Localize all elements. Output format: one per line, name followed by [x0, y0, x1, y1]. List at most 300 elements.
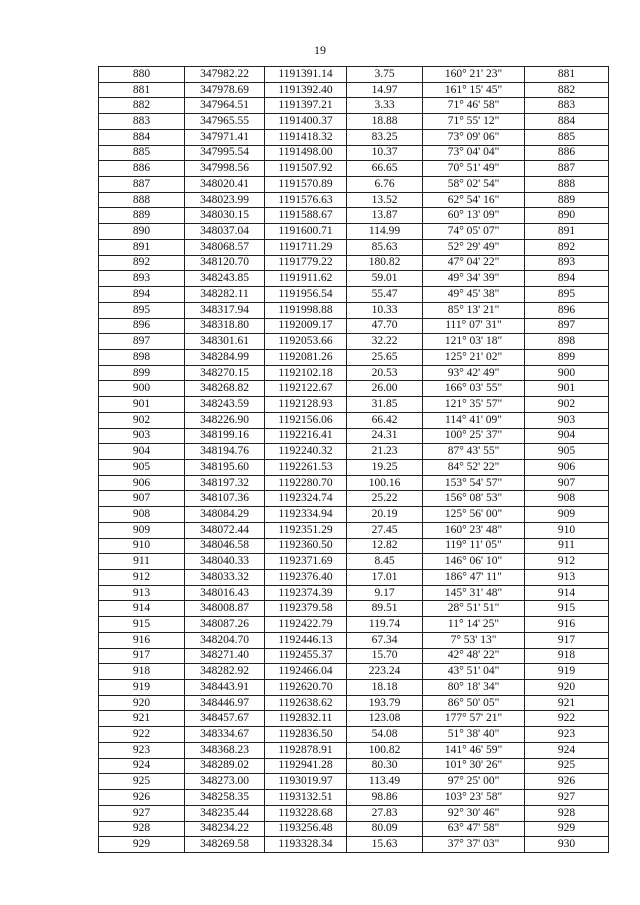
x-coordinate-cell: 348194.76	[185, 444, 265, 460]
table-row	[99, 805, 609, 821]
x-coordinate-cell: 348040.33	[185, 554, 265, 570]
x-coordinate-cell: 348258.35	[185, 790, 265, 806]
distance-cell: 100.82	[347, 742, 423, 758]
x-coordinate-cell: 348270.15	[185, 365, 265, 381]
y-coordinate-cell: 1192102.18	[265, 365, 347, 381]
distance-cell: 80.09	[347, 821, 423, 837]
point-number-cell: 916	[99, 632, 185, 648]
distance-cell: 66.65	[347, 161, 423, 177]
bearing-cell: 42° 48' 22"	[423, 648, 525, 664]
point-number-cell: 917	[99, 648, 185, 664]
point-number-cell: 906	[99, 475, 185, 491]
coordinates-table-body	[99, 67, 609, 853]
x-coordinate-cell: 348120.70	[185, 255, 265, 271]
x-coordinate-cell: 347978.69	[185, 82, 265, 98]
point-number-cell: 926	[99, 790, 185, 806]
bearing-cell: 70° 51' 49"	[423, 161, 525, 177]
table-row	[99, 538, 609, 554]
next-point-cell: 902	[525, 397, 609, 413]
point-number-cell: 924	[99, 758, 185, 774]
point-number-cell: 913	[99, 585, 185, 601]
bearing-cell: 100° 25' 37"	[423, 428, 525, 444]
x-coordinate-cell: 348195.60	[185, 459, 265, 475]
point-number-cell: 904	[99, 444, 185, 460]
next-point-cell: 900	[525, 365, 609, 381]
next-point-cell: 919	[525, 664, 609, 680]
x-coordinate-cell: 347982.22	[185, 67, 265, 83]
bearing-cell: 86° 50' 05"	[423, 695, 525, 711]
y-coordinate-cell: 1192324.74	[265, 491, 347, 507]
table-row	[99, 632, 609, 648]
distance-cell: 193.79	[347, 695, 423, 711]
next-point-cell: 898	[525, 334, 609, 350]
x-coordinate-cell: 347971.41	[185, 129, 265, 145]
point-number-cell: 907	[99, 491, 185, 507]
next-point-cell: 918	[525, 648, 609, 664]
distance-cell: 19.25	[347, 459, 423, 475]
table-row	[99, 711, 609, 727]
x-coordinate-cell: 348226.90	[185, 412, 265, 428]
table-row	[99, 727, 609, 743]
distance-cell: 32.22	[347, 334, 423, 350]
y-coordinate-cell: 1192360.50	[265, 538, 347, 554]
next-point-cell: 889	[525, 192, 609, 208]
bearing-cell: 85° 13' 21"	[423, 302, 525, 318]
next-point-cell: 890	[525, 208, 609, 224]
next-point-cell: 893	[525, 255, 609, 271]
x-coordinate-cell: 348016.43	[185, 585, 265, 601]
bearing-cell: 141° 46' 59"	[423, 742, 525, 758]
bearing-cell: 74° 05' 07"	[423, 224, 525, 240]
point-number-cell: 928	[99, 821, 185, 837]
x-coordinate-cell: 347964.51	[185, 98, 265, 114]
x-coordinate-cell: 348107.36	[185, 491, 265, 507]
point-number-cell: 901	[99, 397, 185, 413]
distance-cell: 54.08	[347, 727, 423, 743]
next-point-cell: 895	[525, 287, 609, 303]
distance-cell: 114.99	[347, 224, 423, 240]
point-number-cell: 920	[99, 695, 185, 711]
table-row	[99, 459, 609, 475]
y-coordinate-cell: 1191588.67	[265, 208, 347, 224]
x-coordinate-cell: 348197.32	[185, 475, 265, 491]
distance-cell: 55.47	[347, 287, 423, 303]
bearing-cell: 43° 51' 04"	[423, 664, 525, 680]
table-row	[99, 554, 609, 570]
distance-cell: 17.01	[347, 570, 423, 586]
y-coordinate-cell: 1192466.04	[265, 664, 347, 680]
x-coordinate-cell: 348084.29	[185, 507, 265, 523]
bearing-cell: 114° 41' 09"	[423, 412, 525, 428]
y-coordinate-cell: 1192128.93	[265, 397, 347, 413]
distance-cell: 113.49	[347, 774, 423, 790]
next-point-cell: 916	[525, 617, 609, 633]
bearing-cell: 121° 03' 18"	[423, 334, 525, 350]
distance-cell: 15.63	[347, 837, 423, 853]
y-coordinate-cell: 1192836.50	[265, 727, 347, 743]
next-point-cell: 888	[525, 177, 609, 193]
next-point-cell: 907	[525, 475, 609, 491]
table-row	[99, 522, 609, 538]
next-point-cell: 921	[525, 695, 609, 711]
x-coordinate-cell: 348008.87	[185, 601, 265, 617]
bearing-cell: 125° 56' 00"	[423, 507, 525, 523]
y-coordinate-cell: 1191779.22	[265, 255, 347, 271]
bearing-cell: 60° 13' 09"	[423, 208, 525, 224]
table-row	[99, 617, 609, 633]
y-coordinate-cell: 1192122.67	[265, 381, 347, 397]
x-coordinate-cell: 348046.58	[185, 538, 265, 554]
table-row	[99, 271, 609, 287]
table-row	[99, 161, 609, 177]
table-row	[99, 365, 609, 381]
next-point-cell: 892	[525, 239, 609, 255]
table-row	[99, 67, 609, 83]
next-point-cell: 905	[525, 444, 609, 460]
x-coordinate-cell: 348020.41	[185, 177, 265, 193]
next-point-cell: 920	[525, 680, 609, 696]
point-number-cell: 910	[99, 538, 185, 554]
coordinates-table	[98, 66, 609, 853]
y-coordinate-cell: 1191391.14	[265, 67, 347, 83]
y-coordinate-cell: 1192638.62	[265, 695, 347, 711]
next-point-cell: 881	[525, 67, 609, 83]
x-coordinate-cell: 348087.26	[185, 617, 265, 633]
point-number-cell: 902	[99, 412, 185, 428]
next-point-cell: 904	[525, 428, 609, 444]
point-number-cell: 918	[99, 664, 185, 680]
distance-cell: 21.23	[347, 444, 423, 460]
table-row	[99, 444, 609, 460]
next-point-cell: 913	[525, 570, 609, 586]
distance-cell: 27.45	[347, 522, 423, 538]
table-row	[99, 349, 609, 365]
x-coordinate-cell: 348033.32	[185, 570, 265, 586]
y-coordinate-cell: 1192334.94	[265, 507, 347, 523]
bearing-cell: 186° 47' 11"	[423, 570, 525, 586]
distance-cell: 12.82	[347, 538, 423, 554]
distance-cell: 20.53	[347, 365, 423, 381]
next-point-cell: 928	[525, 805, 609, 821]
table-row	[99, 790, 609, 806]
x-coordinate-cell: 348457.67	[185, 711, 265, 727]
distance-cell: 10.37	[347, 145, 423, 161]
x-coordinate-cell: 348334.67	[185, 727, 265, 743]
table-row	[99, 381, 609, 397]
distance-cell: 18.88	[347, 114, 423, 130]
table-row	[99, 255, 609, 271]
distance-cell: 14.97	[347, 82, 423, 98]
point-number-cell: 893	[99, 271, 185, 287]
point-number-cell: 911	[99, 554, 185, 570]
distance-cell: 6.76	[347, 177, 423, 193]
next-point-cell: 896	[525, 302, 609, 318]
bearing-cell: 156° 08' 53"	[423, 491, 525, 507]
x-coordinate-cell: 347995.54	[185, 145, 265, 161]
distance-cell: 27.83	[347, 805, 423, 821]
table-row	[99, 742, 609, 758]
x-coordinate-cell: 348271.40	[185, 648, 265, 664]
table-row	[99, 774, 609, 790]
table-row	[99, 507, 609, 523]
point-number-cell: 895	[99, 302, 185, 318]
point-number-cell: 927	[99, 805, 185, 821]
point-number-cell: 929	[99, 837, 185, 853]
next-point-cell: 891	[525, 224, 609, 240]
bearing-cell: 125° 21' 02"	[423, 349, 525, 365]
bearing-cell: 84° 52' 22"	[423, 459, 525, 475]
y-coordinate-cell: 1191570.89	[265, 177, 347, 193]
table-row	[99, 239, 609, 255]
bearing-cell: 51° 38' 40"	[423, 727, 525, 743]
next-point-cell: 897	[525, 318, 609, 334]
bearing-cell: 97° 25' 00"	[423, 774, 525, 790]
table-row	[99, 397, 609, 413]
y-coordinate-cell: 1192156.06	[265, 412, 347, 428]
table-row	[99, 129, 609, 145]
table-row	[99, 192, 609, 208]
y-coordinate-cell: 1192379.58	[265, 601, 347, 617]
bearing-cell: 166° 03' 55"	[423, 381, 525, 397]
bearing-cell: 146° 06' 10"	[423, 554, 525, 570]
next-point-cell: 882	[525, 82, 609, 98]
bearing-cell: 92° 30' 46"	[423, 805, 525, 821]
x-coordinate-cell: 348282.92	[185, 664, 265, 680]
x-coordinate-cell: 348446.97	[185, 695, 265, 711]
table-row	[99, 98, 609, 114]
point-number-cell: 921	[99, 711, 185, 727]
y-coordinate-cell: 1193132.51	[265, 790, 347, 806]
point-number-cell: 914	[99, 601, 185, 617]
next-point-cell: 884	[525, 114, 609, 130]
distance-cell: 26.00	[347, 381, 423, 397]
y-coordinate-cell: 1191498.00	[265, 145, 347, 161]
distance-cell: 9.17	[347, 585, 423, 601]
x-coordinate-cell: 347998.56	[185, 161, 265, 177]
y-coordinate-cell: 1191418.32	[265, 129, 347, 145]
point-number-cell: 891	[99, 239, 185, 255]
distance-cell: 13.87	[347, 208, 423, 224]
bearing-cell: 101° 30' 26"	[423, 758, 525, 774]
x-coordinate-cell: 348282.11	[185, 287, 265, 303]
y-coordinate-cell: 1192240.32	[265, 444, 347, 460]
y-coordinate-cell: 1192371.69	[265, 554, 347, 570]
x-coordinate-cell: 348273.00	[185, 774, 265, 790]
distance-cell: 98.86	[347, 790, 423, 806]
next-point-cell: 914	[525, 585, 609, 601]
x-coordinate-cell: 348234.22	[185, 821, 265, 837]
point-number-cell: 915	[99, 617, 185, 633]
x-coordinate-cell: 348068.57	[185, 239, 265, 255]
distance-cell: 66.42	[347, 412, 423, 428]
point-number-cell: 923	[99, 742, 185, 758]
next-point-cell: 903	[525, 412, 609, 428]
table-row	[99, 475, 609, 491]
distance-cell: 3.33	[347, 98, 423, 114]
distance-cell: 119.74	[347, 617, 423, 633]
next-point-cell: 908	[525, 491, 609, 507]
table-row	[99, 428, 609, 444]
distance-cell: 80.30	[347, 758, 423, 774]
point-number-cell: 908	[99, 507, 185, 523]
table-row	[99, 208, 609, 224]
bearing-cell: 153° 54' 57"	[423, 475, 525, 491]
next-point-cell: 925	[525, 758, 609, 774]
point-number-cell: 922	[99, 727, 185, 743]
bearing-cell: 47° 04' 22"	[423, 255, 525, 271]
next-point-cell: 906	[525, 459, 609, 475]
x-coordinate-cell: 348204.70	[185, 632, 265, 648]
x-coordinate-cell: 348037.04	[185, 224, 265, 240]
y-coordinate-cell: 1192216.41	[265, 428, 347, 444]
point-number-cell: 925	[99, 774, 185, 790]
next-point-cell: 901	[525, 381, 609, 397]
page-number: 19	[314, 43, 326, 57]
next-point-cell: 899	[525, 349, 609, 365]
bearing-cell: 145° 31' 48"	[423, 585, 525, 601]
next-point-cell: 926	[525, 774, 609, 790]
bearing-cell: 103° 23' 58"	[423, 790, 525, 806]
y-coordinate-cell: 1192620.70	[265, 680, 347, 696]
point-number-cell: 880	[99, 67, 185, 83]
point-number-cell: 899	[99, 365, 185, 381]
x-coordinate-cell: 348030.15	[185, 208, 265, 224]
y-coordinate-cell: 1191576.63	[265, 192, 347, 208]
point-number-cell: 905	[99, 459, 185, 475]
y-coordinate-cell: 1193328.34	[265, 837, 347, 853]
y-coordinate-cell: 1192261.53	[265, 459, 347, 475]
next-point-cell: 885	[525, 129, 609, 145]
bearing-cell: 93° 42' 49"	[423, 365, 525, 381]
table-row	[99, 302, 609, 318]
bearing-cell: 160° 23' 48"	[423, 522, 525, 538]
distance-cell: 59.01	[347, 271, 423, 287]
bearing-cell: 80° 18' 34"	[423, 680, 525, 696]
table-row	[99, 570, 609, 586]
table-row	[99, 664, 609, 680]
y-coordinate-cell: 1192832.11	[265, 711, 347, 727]
table-row	[99, 648, 609, 664]
x-coordinate-cell: 348368.23	[185, 742, 265, 758]
bearing-cell: 71° 55' 12"	[423, 114, 525, 130]
y-coordinate-cell: 1191998.88	[265, 302, 347, 318]
bearing-cell: 160° 21' 23"	[423, 67, 525, 83]
point-number-cell: 912	[99, 570, 185, 586]
next-point-cell: 917	[525, 632, 609, 648]
x-coordinate-cell: 348199.16	[185, 428, 265, 444]
x-coordinate-cell: 348268.82	[185, 381, 265, 397]
point-number-cell: 889	[99, 208, 185, 224]
distance-cell: 15.70	[347, 648, 423, 664]
y-coordinate-cell: 1192941.28	[265, 758, 347, 774]
y-coordinate-cell: 1191392.40	[265, 82, 347, 98]
y-coordinate-cell: 1191397.21	[265, 98, 347, 114]
next-point-cell: 915	[525, 601, 609, 617]
y-coordinate-cell: 1192280.70	[265, 475, 347, 491]
next-point-cell: 924	[525, 742, 609, 758]
table-row	[99, 145, 609, 161]
table-row	[99, 680, 609, 696]
bearing-cell: 49° 34' 39"	[423, 271, 525, 287]
table-row	[99, 412, 609, 428]
bearing-cell: 111° 07' 31"	[423, 318, 525, 334]
table-row	[99, 334, 609, 350]
point-number-cell: 909	[99, 522, 185, 538]
distance-cell: 123.08	[347, 711, 423, 727]
point-number-cell: 888	[99, 192, 185, 208]
x-coordinate-cell: 348023.99	[185, 192, 265, 208]
distance-cell: 18.18	[347, 680, 423, 696]
bearing-cell: 58° 02' 54"	[423, 177, 525, 193]
point-number-cell: 884	[99, 129, 185, 145]
x-coordinate-cell: 348443.91	[185, 680, 265, 696]
y-coordinate-cell: 1191711.29	[265, 239, 347, 255]
table-row	[99, 318, 609, 334]
point-number-cell: 887	[99, 177, 185, 193]
bearing-cell: 161° 15' 45"	[423, 82, 525, 98]
bearing-cell: 73° 09' 06"	[423, 129, 525, 145]
next-point-cell: 927	[525, 790, 609, 806]
bearing-cell: 121° 35' 57"	[423, 397, 525, 413]
x-coordinate-cell: 348235.44	[185, 805, 265, 821]
table-row	[99, 601, 609, 617]
y-coordinate-cell: 1192455.37	[265, 648, 347, 664]
next-point-cell: 910	[525, 522, 609, 538]
bearing-cell: 177° 57' 21"	[423, 711, 525, 727]
point-number-cell: 881	[99, 82, 185, 98]
point-number-cell: 883	[99, 114, 185, 130]
bearing-cell: 119° 11' 05"	[423, 538, 525, 554]
x-coordinate-cell: 348243.59	[185, 397, 265, 413]
bearing-cell: 87° 43' 55"	[423, 444, 525, 460]
point-number-cell: 903	[99, 428, 185, 444]
y-coordinate-cell: 1191400.37	[265, 114, 347, 130]
next-point-cell: 929	[525, 821, 609, 837]
bearing-cell: 71° 46' 58"	[423, 98, 525, 114]
point-number-cell: 894	[99, 287, 185, 303]
table-row	[99, 82, 609, 98]
y-coordinate-cell: 1191600.71	[265, 224, 347, 240]
distance-cell: 83.25	[347, 129, 423, 145]
bearing-cell: 28° 51' 51"	[423, 601, 525, 617]
next-point-cell: 922	[525, 711, 609, 727]
next-point-cell: 894	[525, 271, 609, 287]
distance-cell: 24.31	[347, 428, 423, 444]
y-coordinate-cell: 1192878.91	[265, 742, 347, 758]
table-row	[99, 837, 609, 853]
point-number-cell: 892	[99, 255, 185, 271]
distance-cell: 89.51	[347, 601, 423, 617]
bearing-cell: 52° 29' 49"	[423, 239, 525, 255]
table-row	[99, 491, 609, 507]
next-point-cell: 883	[525, 98, 609, 114]
point-number-cell: 919	[99, 680, 185, 696]
y-coordinate-cell: 1191956.54	[265, 287, 347, 303]
x-coordinate-cell: 348243.85	[185, 271, 265, 287]
y-coordinate-cell: 1192422.79	[265, 617, 347, 633]
y-coordinate-cell: 1192351.29	[265, 522, 347, 538]
table-row	[99, 114, 609, 130]
next-point-cell: 886	[525, 145, 609, 161]
next-point-cell: 911	[525, 538, 609, 554]
distance-cell: 25.22	[347, 491, 423, 507]
x-coordinate-cell: 348317.94	[185, 302, 265, 318]
y-coordinate-cell: 1192009.17	[265, 318, 347, 334]
bearing-cell: 11° 14' 25"	[423, 617, 525, 633]
point-number-cell: 898	[99, 349, 185, 365]
distance-cell: 31.85	[347, 397, 423, 413]
bearing-cell: 37° 37' 03"	[423, 837, 525, 853]
